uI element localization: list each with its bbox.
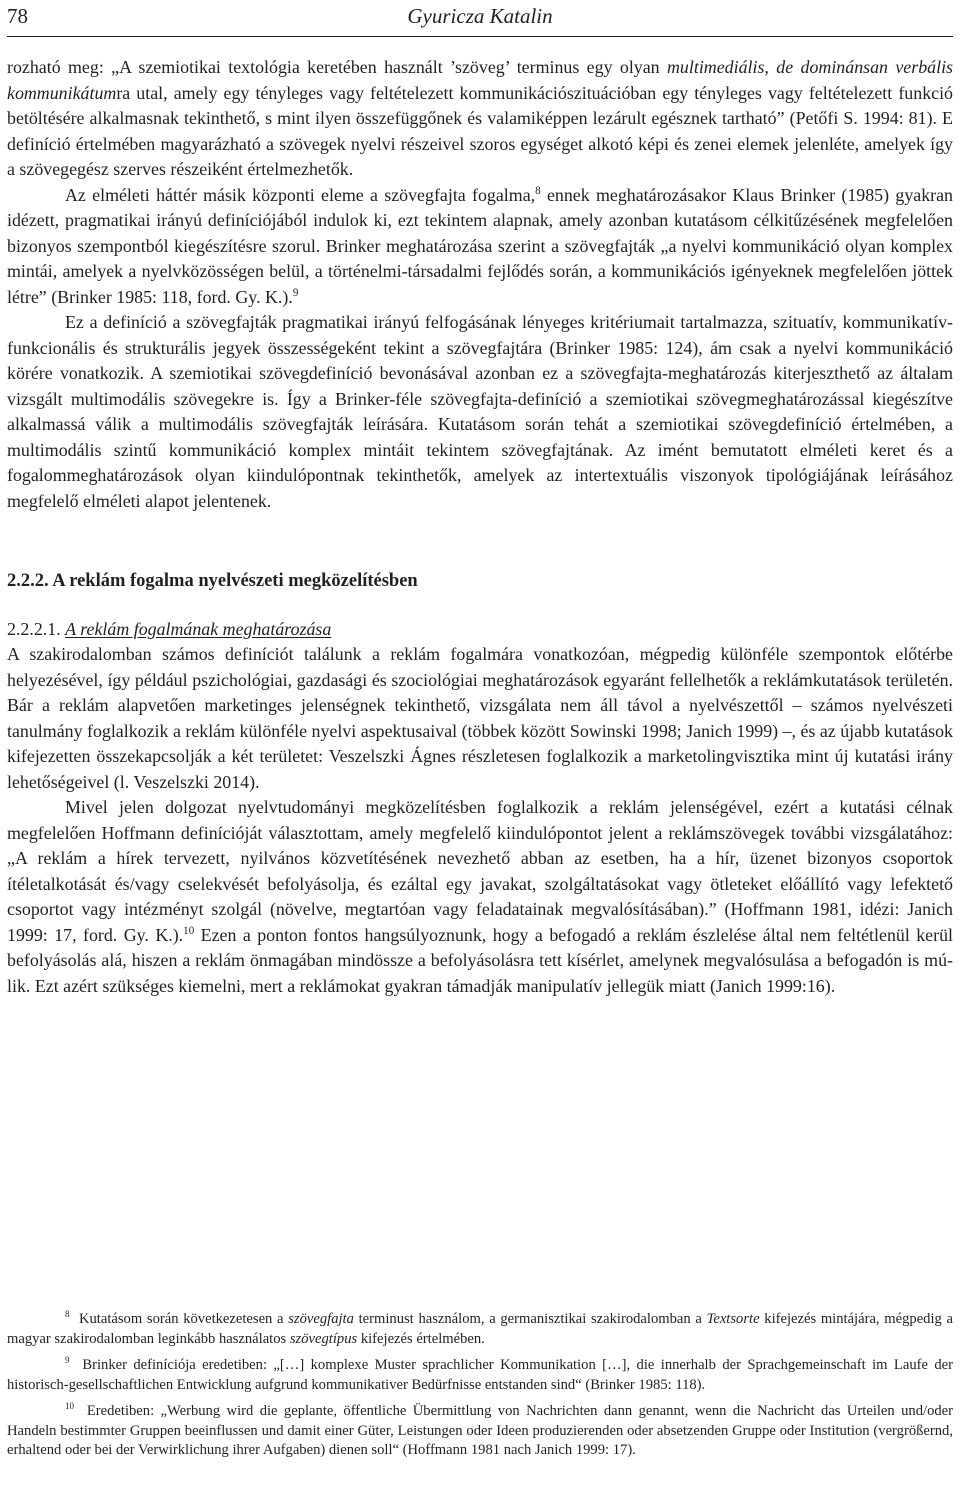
paragraph-5: Mivel jelen dolgozat nyelvtudományi megközelítésben foglalkozik a reklám jelenségével, ezért a kutatási célnak megfelelően Hoffmann definícióját választottam, amely megfelelő kiindulópontot jelent a reklámszövegek további vizsgálatához: „A reklám a hírek tervezett, nyilvános közvetítésének nevezhető abban az esetben, ha a hír, üzenet bizonyos csoportok ítéletalkotását és/vagy cselekvését befolyásolja, és ezáltal egy javakat, szolgáltatásokat vagy ötleteket előállító vagy lefektető csoportot vagy intézményt szolgál (növelve, megtartóan vagy feladatainak megvalósításában).” (Hoffmann 1981, idézi: Janich 1999: 17, ford. Gy. K.).$^{10}$ Ezen a ponton fontos hangsúlyoznunk, hogy a befogadó a reklám észlelése által nem feltétlenül kerül befolyásolás alá, hiszen a reklám önmagában mindössze a befolyásolásra tett kísérlet, amelynek megvalósulása a befogadón is múlik. Ezt azért szükséges kiemelni, mert a reklámokat gyakran támadják manipulatív jellegük miatt (Janich 1999:16). [7,797,954,996]
emphasis: multimediális, de dominánsan verbális kommunikátum [7,57,953,103]
paragraph-3: Ez a definíció a szövegfajták pragmatikai irányú felfogásának lényeges kritériumait tartalmazza, szituatív, kommunikatív-funkcionális és strukturális jegyek összességeként tekint a szövegfajtára (Brinker 1985: 124), ám csak a nyelvi kommunikáció körére vonatkozik. A szemiotikai szövegdefiníció bevonásával azonban ez a szövegfajta-meghatározás kiterjeszthető az általam vizsgált multimodális szövegekre is. Így a Brinker-féle szövegfajta-definíció a szemiotikai szövegmeghatározással kiegészítve alkalmassá válik a multimodális szövegfajták leírására. Kutatásom során tehát a szemiotikai szövegdefiníció értelmében, a multimodális szintű kommunikáció komplex mintáit tekintem szövegfajtának. Az imént bemutatott elméleti keret és a fogalommeghatározások olyan kiindulópontnak tekinthetők, amelyek az intertextuális viszonyok tipológiájának leírásához megfelelő elméleti alapot jelentenek. [7,312,953,511]
footnote-ref-8[interactable]: 8 [535,184,541,197]
section-heading: 2.2.2. A reklám fogalma nyelvészeti megközelítésben [7,571,418,591]
subsection-heading: 2.2.2.1. A reklám fogalmának meghatározása [7,618,332,639]
paragraph-2: Az elméleti háttér másik központi eleme a szövegfajta fogalma,$^8$ ennek meghatározásakor Klaus Brinker (1985) gyakran idézett, pragmatikai irányú definíciójából indulok ki, ezt tekintem alapnak, amely azonban kutatásom célkitűzésének megfelelően bizonyos szempontból kiegészítésre szorul. Brinker meghatározása szerint a szövegfajták „a nyelvi kommunikáció olyan komplex mintái, amelyek a nyelvközösségen belül, a történelmi-társadalmi fejlődés során, a kommunikációs igényeknek megfelelően jöttek létre” (Brinker 1985: 118, ford. Gy. K.).$^9$ [7,184,954,307]
paragraph-4: A szakirodalomban számos definíciót találunk a reklám fogalmára vonatkozóan, mégpedig különféle szempontok előtérbe helyezésével, így például pszichológiai, gazdasági és szociológiai meghatározások egyaránt fellelhetők a reklámkutatások területén. Bár a reklám alapvetően marketinges jelenségnek tekinthető, vizsgálata nem áll távol a nyelvészettől – számos nyelvészeti tanulmány foglalkozik a reklám különféle nyelvi aspektusaival (többek között Sowinski 1998; Janich 1999) –, és az újabb kutatások kifejezetten összekapcsolják a két területet: Veszelszki Ágnes részletesen foglalkozik a marketolingvisztika mint új kutatási irány lehetőségeivel (l. Veszelszki 2014). [7,644,953,792]
paragraph-1: rozható meg: „A szemiotikai textológia keretében használt ’szöveg’ terminus egy olyan multimediális, de dominánsan verbális kommunikátumra utal, amely egy tényleges vagy feltételezett kommunikációszituációban egy tényleges vagy feltételezett funkció betöltésére alkalmasnak tekinthető, s mint ilyen összefüggőnek és valamiképpen lezárult egésznek tartható” (Petőfi S. 1994: 81). E definíció értelmében magyarázható a szövegek nyelvi részeivel szoros egységet alkotó képi és zenei elemek jelenléte, amelyek így a szövegegész szerves részeiként értelmezhetők. [7,57,953,179]
main-text [7,55,953,999]
running-header [7,2,953,32]
document-page [7,0,953,1506]
footnote-8: $^8$ Kutatásom során következetesen a szövegfajta terminust használom, a germanisztikai szakirodalomban a Textsorte kifejezés mintájára, mégpedig a magyar szakirodalomban leginkább használatos szövegtípus kifejezés értelmében. [7,1309,954,1347]
footnote-ref-9[interactable]: 9 [292,286,299,299]
footnote-ref-10[interactable]: 10 [183,924,195,937]
page-number: 78 [7,4,28,28]
footnotes [7,1310,953,1467]
header-rule [7,36,953,37]
footnote-10: $^{10}$ Eredetiben: „Werbung wird die geplante, öffentliche Übermittlung von Nachrichten dann genannt, wenn die Nachricht das Urteilen und/oder Handeln bestimmter Gruppen beeinflussen und damit einer Güter, Leistungen oder Ideen produzierenden oder absetzenden Gruppe oder Institution (vergrößernd, erhaltend oder bei der Verwirklichung ihrer Aufgaben) dienen soll“ (Hoffmann 1981 nach Janich 1999: 17). [7,1400,953,1459]
footnote-9: $^9$ Brinker definíciója eredetiben: „[…] komplexe Muster sprachlicher Kommunikation […], die innerhalb der Sprachgemeinschaft im Laufe der historisch-gesellschaftlichen Entwicklung aufgrund kommunikativer Bedürfnisse entstanden sind“ (Brinker 1985: 118). [7,1354,954,1393]
running-head-author: Gyuricza Katalin [407,4,553,28]
